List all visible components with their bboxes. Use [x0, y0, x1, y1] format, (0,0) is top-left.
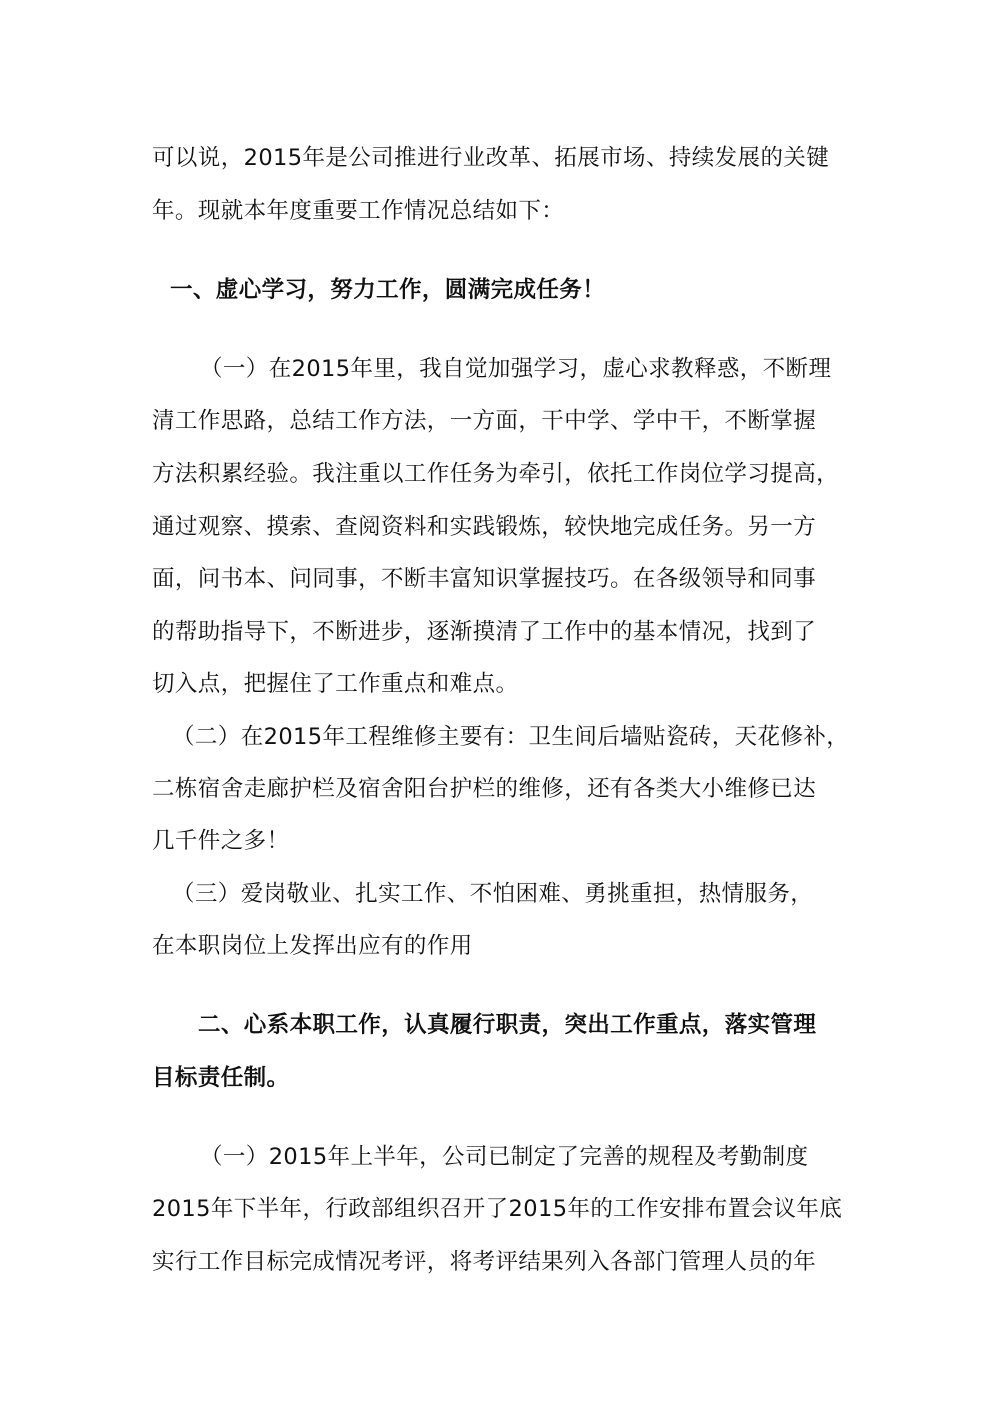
paragraph-line: 二栋宿舍走廊护栏及宿舍阳台护栏的维修，还有各类大小维修已达 [152, 776, 817, 802]
paragraph-line: （一）在2015年里，我自觉加强学习，虚心求教释惑，不断理 [200, 356, 832, 382]
paragraph-line: 切入点，把握住了工作重点和难点。 [152, 671, 519, 697]
section-heading: 目标责任制。 [152, 1065, 290, 1091]
section-heading: 一、虚心学习，努力工作，圆满完成任务！ [170, 277, 606, 303]
paragraph-line: 通过观察、摸索、查阅资料和实践锻炼，较快地完成任务。另一方 [152, 514, 817, 540]
paragraph-line: 几千件之多！ [152, 828, 290, 854]
paragraph-line: 实行工作目标完成情况考评，将考评结果列入各部门管理人员的年 [152, 1249, 817, 1275]
paragraph-line: 可以说，2015年是公司推进行业改革、拓展市场、持续发展的关键 [152, 145, 830, 171]
paragraph-line: 2015年下半年，行政部组织召开了2015年的工作安排布置会议年底 [152, 1196, 843, 1222]
paragraph-line: 方法积累经验。我注重以工作任务为牵引，依托工作岗位学习提高， [152, 461, 840, 487]
paragraph-line: （二）在2015年工程维修主要有：卫生间后墙贴瓷砖，天花修补， [172, 724, 850, 750]
paragraph-line: （三）爱岗敬业、扎实工作、不怕困难、勇挑重担，热情服务， [172, 881, 814, 907]
paragraph-line: 的帮助指导下，不断进步，逐渐摸清了工作中的基本情况，找到了 [152, 619, 817, 645]
paragraph-line: 在本职岗位上发挥出应有的作用 [152, 933, 473, 959]
paragraph-line: 清工作思路，总结工作方法，一方面，干中学、学中干，不断掌握 [152, 408, 817, 434]
paragraph-line: 年。现就本年度重要工作情况总结如下： [152, 198, 565, 224]
paragraph-line: （一）2015年上半年，公司已制定了完善的规程及考勤制度 [200, 1144, 809, 1170]
section-heading: 二、心系本职工作，认真履行职责，突出工作重点，落实管理 [198, 1012, 817, 1038]
paragraph-line: 面，问书本、问同事，不断丰富知识掌握技巧。在各级领导和同事 [152, 566, 817, 592]
